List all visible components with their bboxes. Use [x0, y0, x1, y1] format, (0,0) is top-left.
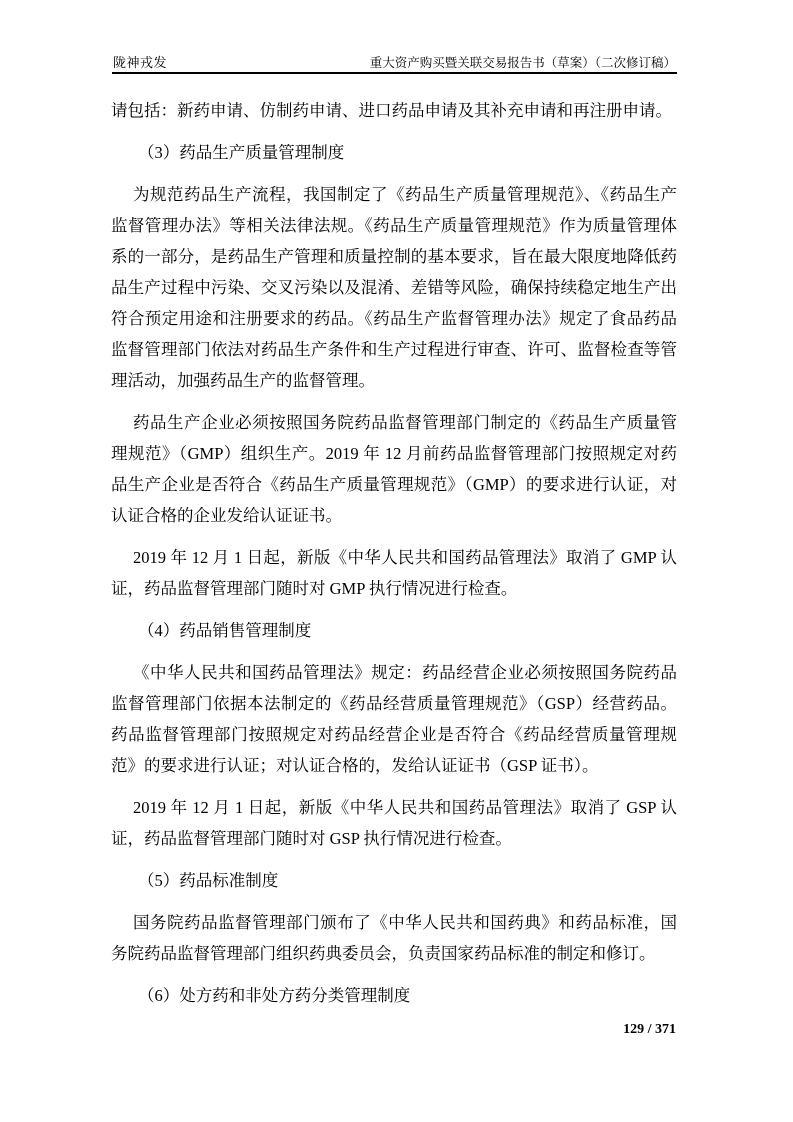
paragraph: 为规范药品生产流程，我国制定了《药品生产质量管理规范》、《药品生产监督管理办法》等相关法律法规。《药品生产质量管理规范》作为质量管理体系的一部分，是药品生产管理和质量控制的基本要求，旨在最大限度地降低药品生产过程中污染、交叉污染以及混淆、差错等风险，确保持续稳定地生产出符合预定用途和注册要求的药品。《药品生产监督管理办法》规定了食品药品监督管理部门依法对药品生产条件和生产过程进行审查、许可、监督检查等管理活动，加强药品生产的监督管理。	[111, 185, 677, 390]
page-number: 129 / 371	[623, 1022, 676, 1037]
header-company-name: 陇神戎发	[113, 55, 168, 70]
section-heading: （6）处方药和非处方药分类管理制度	[138, 986, 411, 1005]
paragraph: 请包括：新药申请、仿制药申请、进口药品申请及其补充申请和再注册申请。	[111, 101, 672, 120]
paragraph: 2019 年 12 月 1 日起，新版《中华人民共和国药品管理法》取消了 GMP 认证，药品监督管理部门随时对 GMP 执行情况进行检查。	[111, 548, 677, 598]
header-report-title: 重大资产购买暨关联交易报告书（草案）（二次修订稿）	[369, 56, 676, 70]
paragraph: 2019 年 12 月 1 日起，新版《中华人民共和国药品管理法》取消了 GSP 认证，药品监督管理部门随时对 GSP 执行情况进行检查。	[111, 798, 677, 848]
document-body	[111, 95, 677, 1022]
header-divider-line	[112, 72, 677, 74]
paragraph: 国务院药品监督管理部门颁布了《中华人民共和国药典》和药品标准，国务院药品监督管理部门组织药典委员会，负责国家药品标准的制定和修订。	[111, 913, 677, 963]
section-heading: （4）药品销售管理制度	[138, 621, 312, 640]
section-heading: （3）药品生产质量管理制度	[138, 143, 345, 162]
section-heading: （5）药品标准制度	[138, 871, 279, 890]
paragraph: 药品生产企业必须按照国务院药品监督管理部门制定的《药品生产质量管理规范》（GMP）组织生产。2019 年 12 月前药品监督管理部门按照规定对药品生产企业是否符合《药品生产质量管理规范》（GMP）的要求进行认证，对认证合格的企业发给认证证书。	[111, 413, 677, 525]
paragraph: 《中华人民共和国药品管理法》规定：药品经营企业必须按照国务院药品监督管理部门依据本法制定的《药品经营质量管理规范》（GSP）经营药品。药品监督管理部门按照规定对药品经营企业是否符合《药品经营质量管理规范》的要求进行认证；对认证合格的，发给认证证书（GSP 证书）。	[111, 663, 677, 775]
